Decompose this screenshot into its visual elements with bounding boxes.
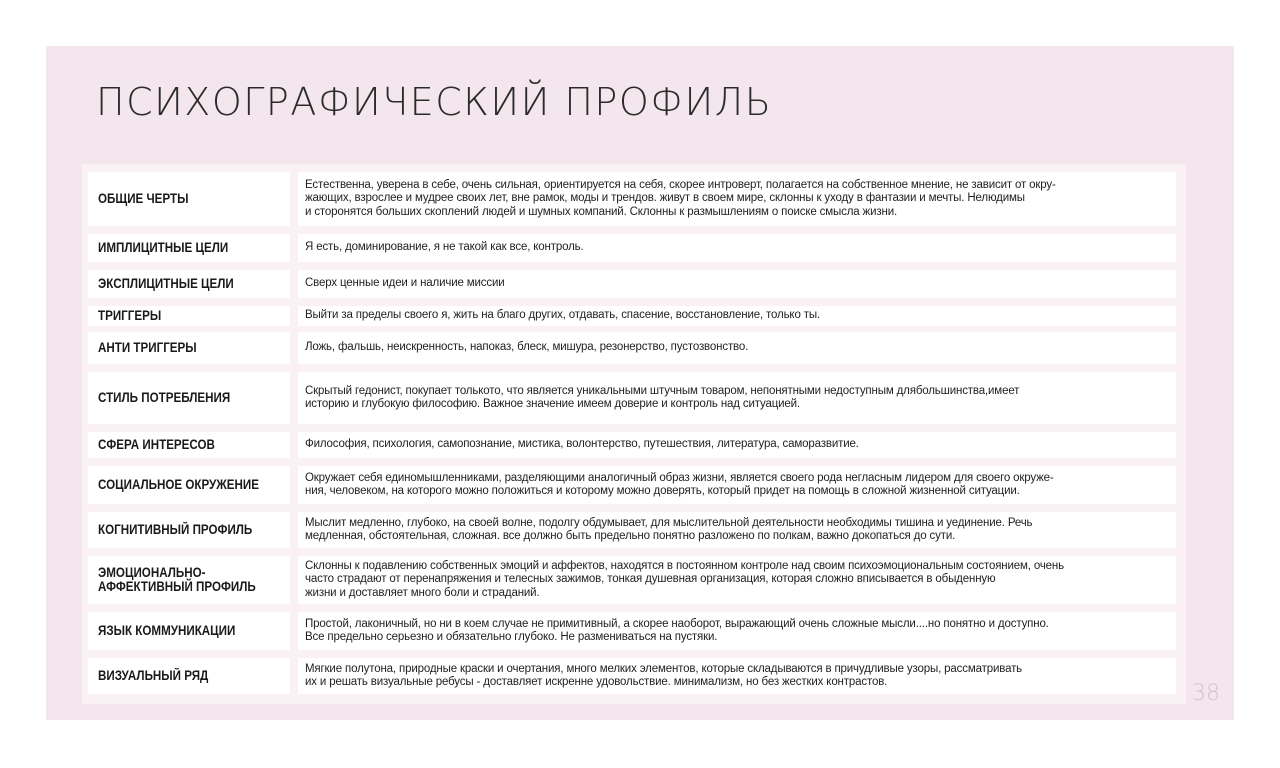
row-label: ТРИГГЕРЫ (88, 306, 290, 326)
page-number: 38 (1192, 681, 1220, 706)
row-label: СФЕРА ИНТЕРЕСОВ (88, 432, 290, 458)
table-row (82, 466, 1186, 504)
row-text: Ложь, фальшь, неискренность, напоказ, блеск, мишура, резонерство, пустозвонство. (298, 332, 1176, 364)
row-text: Склонны к подавлению собственных эмоций и аффектов, находятся в постоянном контроле над своим психоэмоциональным состоянием, очень часто страдают от перенапряжения и телесных зажимов, тонкая душевная организация, которая сложно вписывается в обыденную жизни и доставляет много боли и страданий. (298, 556, 1176, 604)
row-text: Окружает себя единомышленниками, разделяющими аналогичный образ жизни, является своего рода негласным лидером для своего окруже- ния, человеком, на которого можно положиться и которому можно доверять, который придет на помощь в сложной жизненной ситуации. (298, 466, 1176, 504)
profile-table (82, 164, 1186, 704)
row-text: Простой, лаконичный, но ни в коем случае не примитивный, а скорее наоборот, выражающий очень сложные мысли....но понятно и доступно. Все предельно серьезно и обязательно глубоко. Не размениваться на пустяки. (298, 612, 1176, 650)
row-label: ЭМОЦИОНАЛЬНО- АФФЕКТИВНЫЙ ПРОФИЛЬ (88, 556, 290, 604)
row-label: СОЦИАЛЬНОЕ ОКРУЖЕНИЕ (88, 466, 290, 504)
row-text: Выйти за пределы своего я, жить на благо других, отдавать, спасение, восстановление, только ты. (298, 306, 1176, 326)
row-label: ЭКСПЛИЦИТНЫЕ ЦЕЛИ (88, 270, 290, 298)
row-label: КОГНИТИВНЫЙ ПРОФИЛЬ (88, 512, 290, 548)
row-label: ЯЗЫК КОММУНИКАЦИИ (88, 612, 290, 650)
row-text: Скрытый гедонист, покупает толькото, что является уникальными штучным товаром, непонятными недоступным длябольшинства,имеет историю и глубокую философию. Важное значение имеем доверие и контроль над ситуацией. (298, 372, 1176, 424)
row-label: АНТИ ТРИГГЕРЫ (88, 332, 290, 364)
table-row (82, 512, 1186, 548)
row-label: СТИЛЬ ПОТРЕБЛЕНИЯ (88, 372, 290, 424)
row-text: Мягкие полутона, природные краски и очертания, много мелких элементов, которые складываются в причудливые узоры, рассматривать их и решать визуальные ребусы - доставляет искренне удовольствие. минимализм, но без жестких контрастов. (298, 658, 1176, 694)
row-text: Сверх ценные идеи и наличие миссии (298, 270, 1176, 298)
row-label: ВИЗУАЛЬНЫЙ РЯД (88, 658, 290, 694)
slide (46, 46, 1234, 720)
row-text: Я есть, доминирование, я не такой как все, контроль. (298, 234, 1176, 262)
table-row (82, 306, 1186, 326)
table-row (82, 234, 1186, 262)
row-text: Философия, психология, самопознание, мистика, волонтерство, путешествия, литература, саморазвитие. (298, 432, 1176, 458)
row-label: ИМПЛИЦИТНЫЕ ЦЕЛИ (88, 234, 290, 262)
table-row (82, 172, 1186, 226)
page-title: ПСИХОГРАФИЧЕСКИЙ ПРОФИЛЬ (96, 80, 773, 124)
table-row (82, 332, 1186, 364)
row-label: ОБЩИЕ ЧЕРТЫ (88, 172, 290, 226)
table-row (82, 658, 1186, 694)
row-text: Мыслит медленно, глубоко, на своей волне, подолгу обдумывает, для мыслительной деятельности необходимы тишина и уединение. Речь медленная, обстоятельная, сложная. все должно быть предельно понятно разложено по полкам, важно докопаться до сути. (298, 512, 1176, 548)
table-row (82, 270, 1186, 298)
table-row (82, 372, 1186, 424)
table-row (82, 556, 1186, 604)
table-row (82, 612, 1186, 650)
row-text: Естественна, уверена в себе, очень сильная, ориентируется на себя, скорее интроверт, полагается на собственное мнение, не зависит от окру- жающих, взрослее и мудрее своих лет, вне рамок, моды и трендов. живут в своем мире, склонны к уходу в фантазии и мечты. Нелюдимы и сторонятся больших скоплений людей и шумных компаний. Склонны к размышлениям о поиске смысла жизни. (298, 172, 1176, 226)
table-row (82, 432, 1186, 458)
